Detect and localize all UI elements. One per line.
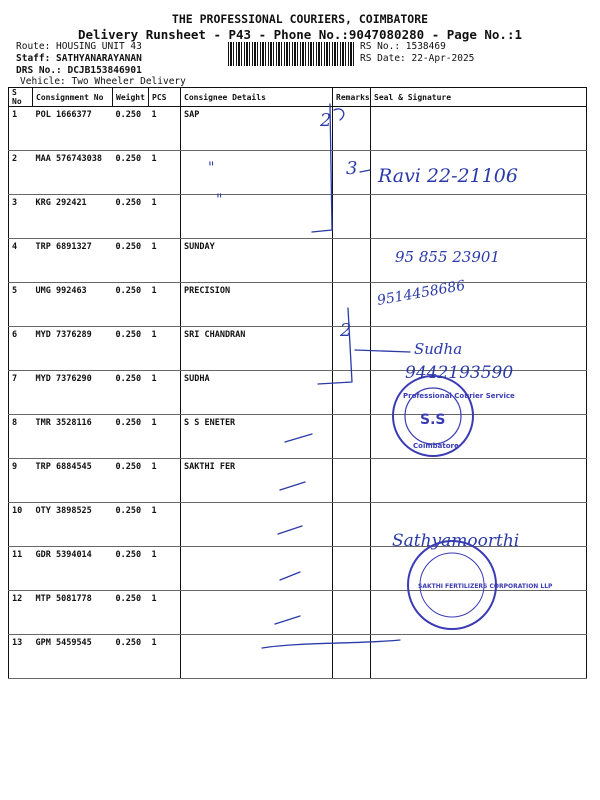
cell-remarks — [333, 591, 371, 635]
seal-1-center-text: S.S — [420, 412, 446, 428]
cell-sno: 12 — [9, 591, 33, 635]
header-weight: Weight — [113, 88, 149, 107]
cell-seal-signature — [371, 151, 587, 195]
cell-consignee: SUNDAY — [181, 239, 333, 283]
hw-ditto-1: " — [208, 160, 215, 176]
cell-consignment: UMG 992463 — [33, 283, 113, 327]
cell-remarks — [333, 327, 371, 371]
cell-pcs: 1 — [149, 283, 181, 327]
cell-weight: 0.250 — [113, 415, 149, 459]
seal-2-text: SAKTHI FERTILIZERS CORPORATION LLP — [418, 583, 553, 590]
cell-consignment: TRP 6884545 — [33, 459, 113, 503]
cell-weight: 0.250 — [113, 239, 149, 283]
table-row — [9, 591, 587, 635]
cell-pcs: 1 — [149, 547, 181, 591]
cell-pcs: 1 — [149, 327, 181, 371]
cell-weight: 0.250 — [113, 107, 149, 151]
cell-pcs: 1 — [149, 415, 181, 459]
cell-seal-signature — [371, 547, 587, 591]
cell-consignment: KRG 292421 — [33, 195, 113, 239]
cell-remarks — [333, 107, 371, 151]
hw-phone-sudha: 9442193590 — [405, 363, 514, 383]
rs-date: RS Date: 22-Apr-2025 — [360, 53, 475, 64]
staff-label: Staff: SATHYANARAYANAN — [16, 53, 142, 64]
hw-phone-row4: 95 855 23901 — [395, 248, 500, 266]
cell-sno: 4 — [9, 239, 33, 283]
cell-seal-signature — [371, 283, 587, 327]
cell-consignment: MYD 7376289 — [33, 327, 113, 371]
cell-remarks — [333, 195, 371, 239]
hw-mark-3: 3 — [346, 158, 358, 179]
rs-number: RS No.: 1538469 — [360, 41, 446, 52]
cell-consignee — [181, 547, 333, 591]
cell-consignment: POL 1666377 — [33, 107, 113, 151]
cell-consignment: TRP 6891327 — [33, 239, 113, 283]
cell-pcs: 1 — [149, 591, 181, 635]
cell-weight: 0.250 — [113, 195, 149, 239]
cell-consignee — [181, 635, 333, 679]
table-row — [9, 415, 587, 459]
cell-sno: 1 — [9, 107, 33, 151]
header-pcs: PCS — [149, 88, 181, 107]
runsheet-table — [8, 87, 586, 648]
route-label: Route: HOUSING UNIT 43 — [16, 41, 142, 52]
cell-seal-signature — [371, 327, 587, 371]
header-remarks: Remarks — [333, 88, 371, 107]
cell-remarks — [333, 151, 371, 195]
cell-weight: 0.250 — [113, 151, 149, 195]
cell-weight: 0.250 — [113, 459, 149, 503]
seal-1-bottom-text: Coimbatore — [413, 442, 459, 450]
cell-remarks — [333, 283, 371, 327]
seal-1-top-text: Professional Courier Service — [403, 392, 515, 400]
cell-remarks — [333, 239, 371, 283]
hw-ditto-2: " — [216, 192, 223, 208]
runsheet-subtitle: Delivery Runsheet - P43 - Phone No.:9047080280 - Page No.:1 — [77, 27, 522, 42]
table-row — [9, 151, 587, 195]
cell-weight: 0.250 — [113, 591, 149, 635]
cell-seal-signature — [371, 635, 587, 679]
cell-pcs: 1 — [149, 635, 181, 679]
vehicle-label: Vehicle: Two Wheeler Delivery — [20, 76, 186, 87]
cell-consignment: GPM 5459545 — [33, 635, 113, 679]
hw-name-sudha: Sudha — [414, 340, 463, 358]
cell-consignment: TMR 3528116 — [33, 415, 113, 459]
cell-consignee — [181, 195, 333, 239]
cell-remarks — [333, 415, 371, 459]
table-row — [9, 371, 587, 415]
cell-remarks — [333, 503, 371, 547]
cell-sno: 3 — [9, 195, 33, 239]
cell-seal-signature — [371, 107, 587, 151]
header-sno: S No — [9, 88, 33, 107]
table-row — [9, 239, 587, 283]
cell-remarks — [333, 635, 371, 679]
cell-consignee — [181, 503, 333, 547]
cell-remarks — [333, 459, 371, 503]
hw-signature-row11: Sathyamoorthi — [392, 531, 520, 551]
cell-weight: 0.250 — [113, 327, 149, 371]
table-header-row — [9, 88, 587, 107]
header-consignee: Consignee Details — [181, 88, 333, 107]
cell-weight: 0.250 — [113, 635, 149, 679]
table-row — [9, 547, 587, 591]
cell-sno: 8 — [9, 415, 33, 459]
cell-consignee: SAP — [181, 107, 333, 151]
table-row — [9, 503, 587, 547]
cell-seal-signature — [371, 195, 587, 239]
cell-consignment: MYD 7376290 — [33, 371, 113, 415]
cell-seal-signature — [371, 591, 587, 635]
cell-pcs: 1 — [149, 151, 181, 195]
cell-sno: 11 — [9, 547, 33, 591]
cell-seal-signature — [371, 239, 587, 283]
company-title: THE PROFESSIONAL COURIERS, COIMBATORE — [171, 12, 429, 26]
cell-seal-signature — [371, 371, 587, 415]
drs-number: DRS No.: DCJB153846901 — [16, 65, 142, 76]
cell-seal-signature — [371, 459, 587, 503]
cell-seal-signature — [371, 415, 587, 459]
cell-sno: 13 — [9, 635, 33, 679]
cell-sno: 10 — [9, 503, 33, 547]
cell-consignee: S S ENETER — [181, 415, 333, 459]
cell-sno: 2 — [9, 151, 33, 195]
hw-signature-row5: 9514458686 — [375, 277, 467, 309]
cell-consignment: OTY 3898525 — [33, 503, 113, 547]
cell-sno: 6 — [9, 327, 33, 371]
cell-sno: 9 — [9, 459, 33, 503]
cell-weight: 0.250 — [113, 547, 149, 591]
header-consignment: Consignment No — [33, 88, 113, 107]
cell-pcs: 1 — [149, 107, 181, 151]
cell-consignee: SRI CHANDRAN — [181, 327, 333, 371]
cell-remarks — [333, 547, 371, 591]
cell-consignee: SUDHA — [181, 371, 333, 415]
cell-seal-signature — [371, 503, 587, 547]
cell-weight: 0.250 — [113, 503, 149, 547]
cell-consignment: MTP 5081778 — [33, 591, 113, 635]
cell-remarks — [333, 371, 371, 415]
cell-sno: 5 — [9, 283, 33, 327]
cell-pcs: 1 — [149, 371, 181, 415]
cell-consignee — [181, 591, 333, 635]
cell-consignee: PRECISION — [181, 283, 333, 327]
table-row — [9, 107, 587, 151]
table-row — [9, 459, 587, 503]
header-seal-signature: Seal & Signature — [371, 88, 587, 107]
cell-sno: 7 — [9, 371, 33, 415]
cell-pcs: 1 — [149, 195, 181, 239]
barcode — [228, 42, 354, 66]
cell-consignee — [181, 151, 333, 195]
cell-consignee: SAKTHI FER — [181, 459, 333, 503]
cell-consignment: GDR 5394014 — [33, 547, 113, 591]
cell-consignment: MAA 576743038 — [33, 151, 113, 195]
table-row — [9, 283, 587, 327]
table-row — [9, 635, 587, 679]
cell-pcs: 1 — [149, 239, 181, 283]
hw-mark-2: 2 — [320, 110, 332, 131]
cell-weight: 0.250 — [113, 283, 149, 327]
cell-weight: 0.250 — [113, 371, 149, 415]
hw-signature-row2: Ravi 22-21106 — [378, 165, 518, 187]
hw-mark-2b: 2 — [340, 320, 352, 341]
cell-pcs: 1 — [149, 459, 181, 503]
table-row — [9, 327, 587, 371]
cell-pcs: 1 — [149, 503, 181, 547]
table-row — [9, 195, 587, 239]
